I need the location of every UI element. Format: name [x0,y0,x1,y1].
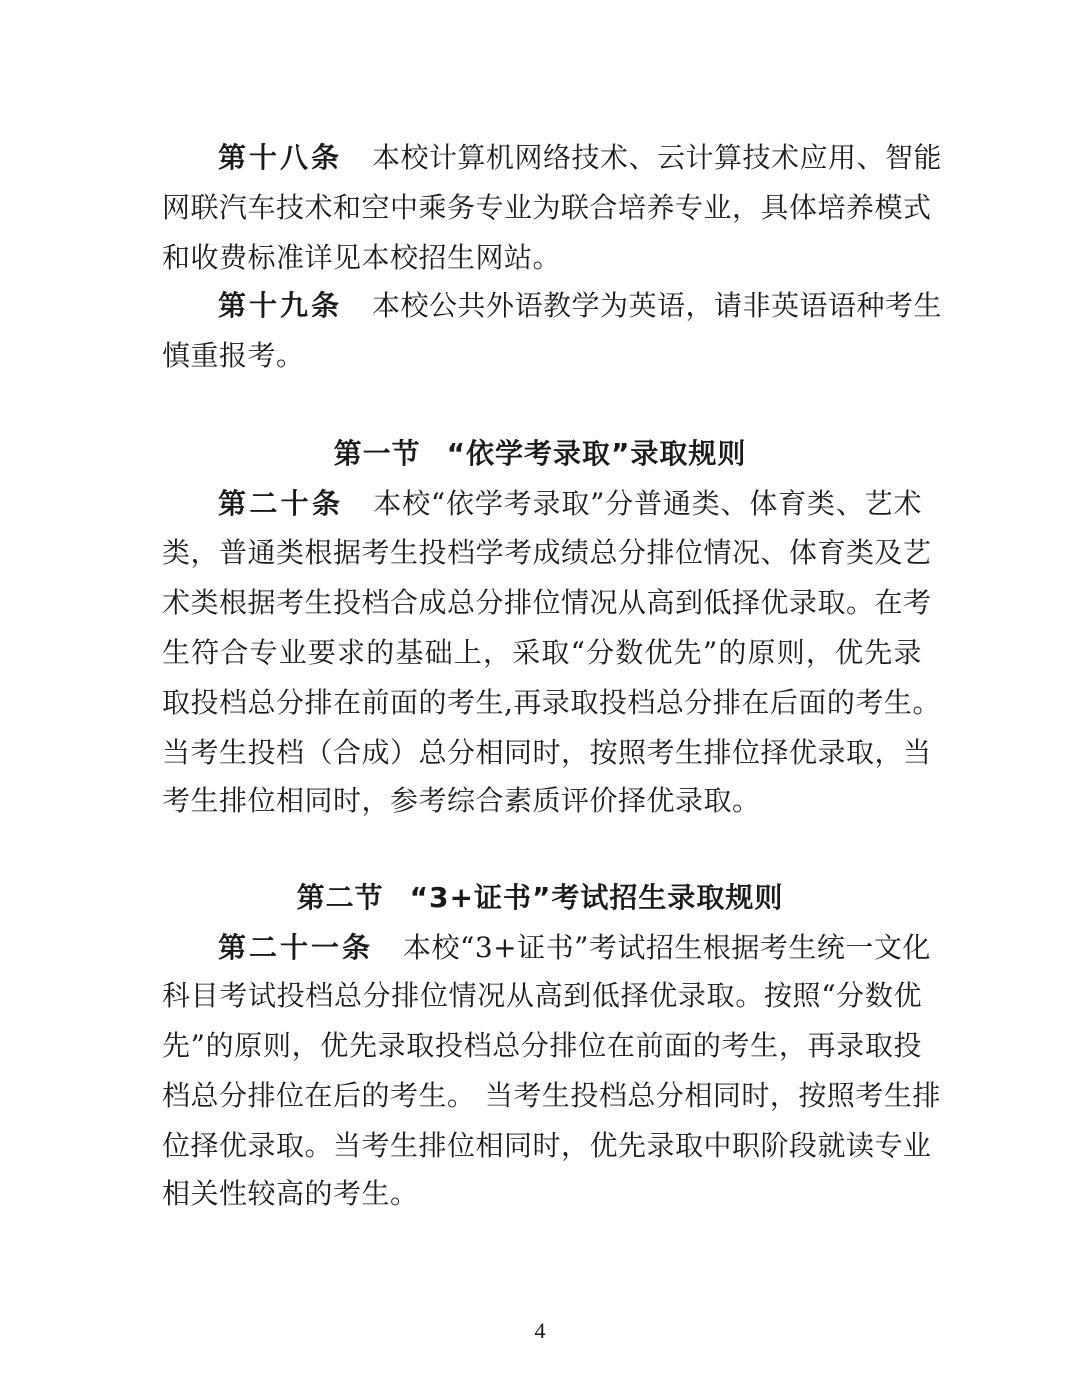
article-21-line-4: 档总分排位在后的考生。 当考生投档总分相同时，按照考生排 [162,1079,941,1112]
article-20-line-7: 考生排位相同时，参考综合素质评价择优录取。 [162,784,761,817]
article-19-title: 第十九条 [218,289,343,322]
article-20-line-5: 取投档总分排在前面的考生,再录取投档总分排在后面的考生。 [162,686,941,719]
article-18-line-2: 网联汽车技术和空中乘务专业为联合培养专业，具体培养模式 [162,191,932,224]
article-20-line-1: 第二十条 本校“依学考录取”分普通类、体育类、艺术 [218,487,922,520]
section-1-title: “依学考录取”录取规则 [446,437,747,470]
article-20-title: 第二十条 [218,487,344,520]
article-20-line-4: 生符合专业要求的基础上，采取“分数优先”的原则，优先录 [162,636,922,669]
article-18-line-1: 第十八条 本校计算机网络技术、云计算技术应用、智能 [218,141,943,174]
article-19-line-2: 慎重报考。 [162,339,305,372]
article-18-line-3: 和收费标准详见本校招生网站。 [162,241,562,274]
article-20-line-6: 当考生投档（合成）总分相同时，按照考生排位择优录取，当 [162,736,932,769]
section-2-heading [0,878,1080,918]
article-20-line-2: 类，普通类根据考生投档学考成绩总分排位情况、体育类及艺 [162,536,932,569]
section-1-heading [0,434,1080,474]
section-2-title: “3+证书”考试招生录取规则 [409,881,784,914]
article-19-line-1: 第十九条 本校公共外语教学为英语，请非英语语种考生 [218,289,943,322]
page-number: 4 [534,1318,546,1343]
article-21-line-1: 第二十一条 本校“3+证书”考试招生根据考生统一文化 [218,931,931,964]
article-20-line-3: 术类根据考生投档合成总分排位情况从高到低择优录取。在考 [162,586,932,619]
article-21-line-3: 先”的原则，优先录取投档总分排位在前面的考生，再录取投 [162,1029,922,1062]
section-2-number: 第二节 [296,881,384,914]
article-18-title: 第十八条 [218,141,343,174]
section-1-number: 第一节 [333,437,421,470]
article-21-line-2: 科目考试投档总分排位情况从高到低择优录取。按照“分数优 [162,979,922,1012]
article-21-line-5: 位择优录取。当考生排位相同时，优先录取中职阶段就读专业 [162,1129,932,1162]
article-21-line-6: 相关性较高的考生。 [162,1177,419,1210]
article-21-title: 第二十一条 [218,931,374,964]
